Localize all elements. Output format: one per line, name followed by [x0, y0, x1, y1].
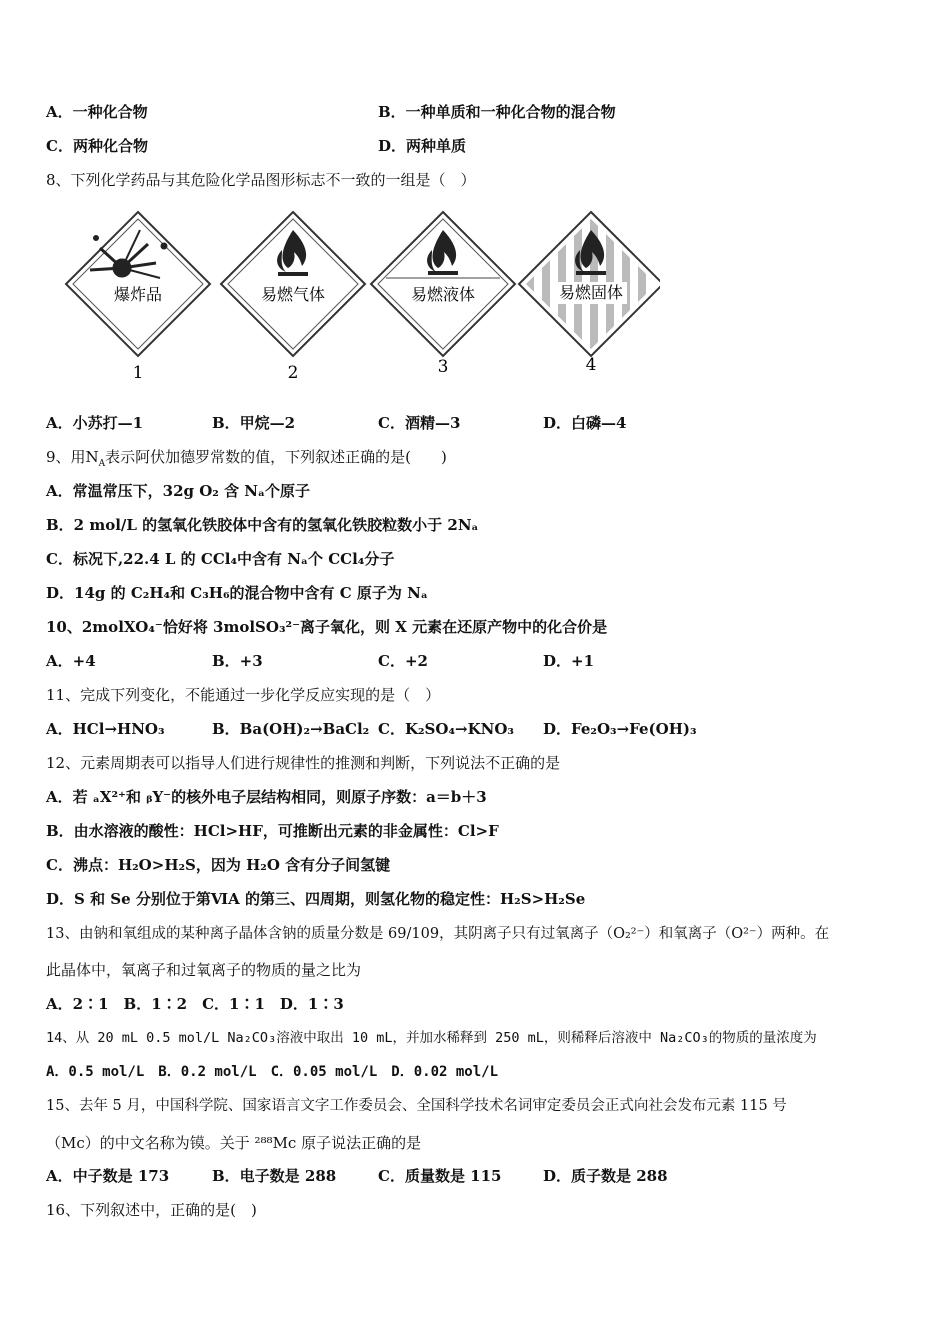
- hazard-signs-figure: [60, 208, 660, 388]
- q8-option-b: B．甲烷—2: [212, 414, 296, 432]
- q8-option-a: A．小苏打—1: [46, 414, 144, 432]
- q10-option-d: D．+1: [543, 652, 595, 670]
- q9-option-a: A．常温常压下，32g O₂ 含 Nₐ个原子: [46, 482, 311, 500]
- q15-option-a: A．中子数是 173: [46, 1167, 170, 1185]
- q12-option-b: B．由水溶液的酸性：HCl>HF，可推断出元素的非金属性：Cl>F: [46, 822, 499, 840]
- q15-stem-line1: 15、去年 5 月，中国科学院、国家语言文字工作委员会、全国科学技术名词审定委员会正式向社会发布元素 115 号: [46, 1098, 787, 1114]
- explosion-sign: [66, 212, 210, 383]
- q12-stem: 12、元素周期表可以指导人们进行规律性的推测和判断，下列说法不正确的是: [46, 754, 561, 772]
- q15-option-c: C．质量数是 115: [378, 1167, 502, 1185]
- q16-stem: 16、下列叙述中，正确的是( ): [46, 1201, 257, 1219]
- sign-4-label: 易燃固体: [558, 283, 624, 302]
- q14-stem: 14、从 20 mL 0.5 mol/L Na₂CO₃溶液中取出 10 mL，并加水稀释到 250 mL，则稀释后溶液中 Na₂CO₃的物质的量浓度为: [46, 1030, 817, 1046]
- q11-option-d: D．Fe₂O₃→Fe(OH)₃: [543, 720, 697, 738]
- q15-option-b: B．电子数是 288: [212, 1167, 337, 1185]
- q12-option-d: D．S 和 Se 分别位于第ⅥA 的第三、四周期，则氢化物的稳定性：H₂S>H₂Se: [46, 890, 586, 908]
- flammable-solid-sign: [519, 208, 660, 375]
- sign-3-label: 易燃液体: [410, 285, 476, 304]
- q11-stem: 11、完成下列变化，不能通过一步化学反应实现的是（ ）: [46, 686, 441, 704]
- sign-1-number: 1: [132, 363, 144, 383]
- q11-option-a: A．HCl→HNO₃: [46, 720, 165, 738]
- sign-3-number: 3: [437, 357, 449, 377]
- flammable-liquid-sign: [371, 212, 515, 377]
- q10-stem: 10、2molXO₄⁻恰好将 3molSO₃²⁻离子氧化，则 X 元素在还原产物中的化合价是: [46, 618, 608, 636]
- q15-option-d: D．质子数是 288: [543, 1167, 668, 1185]
- q7-option-d: D．两种单质: [378, 137, 467, 155]
- sign-4-number: 4: [585, 355, 597, 375]
- q10-option-b: B．+3: [212, 652, 263, 670]
- q9-option-d: D．14g 的 C₂H₄和 C₃H₆的混合物中含有 C 原子为 Nₐ: [46, 584, 428, 602]
- q13-options: A．2∶1 B．1∶2 C．1∶1 D．1∶3: [46, 995, 344, 1013]
- sign-2-number: 2: [287, 363, 299, 383]
- q7-option-b: B．一种单质和一种化合物的混合物: [378, 103, 616, 121]
- q8-stem: 8、下列化学药品与其危险化学品图形标志不一致的一组是（ ）: [46, 171, 476, 189]
- q9-stem: 9、用$N_A$表示阿伏加德罗常数的值，下列叙述正确的是( ): [46, 448, 447, 469]
- sign-1-label: 爆炸品: [113, 285, 163, 304]
- q12-option-c: C．沸点：H₂O>H₂S，因为 H₂O 含有分子间氢键: [46, 856, 391, 874]
- flammable-gas-sign: [221, 212, 365, 383]
- q12-option-a: A．若 ₐX²⁺和 ᵦY⁻的核外电子层结构相同，则原子序数：a＝b＋3: [46, 788, 487, 806]
- q11-option-b: B．Ba(OH)₂→BaCl₂: [212, 720, 370, 738]
- q9-option-b: B．2 mol/L 的氢氧化铁胶体中含有的氢氧化铁胶粒数小于 2Nₐ: [46, 516, 479, 534]
- q7-option-a: A．一种化合物: [46, 103, 148, 121]
- q13-stem-line1: 13、由钠和氧组成的某种离子晶体含钠的质量分数是 69/109，其阴离子只有过氧离子（O₂²⁻）和氧离子（O²⁻）两种。在: [46, 926, 830, 942]
- q14-options: A．0.5 mol/L B．0.2 mol/L C．0.05 mol/L D．0.02 mol/L: [46, 1064, 499, 1080]
- q7-option-c: C．两种化合物: [46, 137, 148, 155]
- q11-option-c: C．K₂SO₄→KNO₃: [378, 720, 514, 738]
- q15-stem-line2: （Mc）的中文名称为镆。关于 ²⁸⁸Mc 原子说法正确的是: [46, 1134, 422, 1152]
- q10-option-c: C．+2: [378, 652, 428, 670]
- q10-option-a: A．+4: [46, 652, 96, 670]
- q8-option-d: D．白磷—4: [543, 414, 627, 432]
- sign-2-label: 易燃气体: [260, 285, 326, 304]
- q13-stem-line2: 此晶体中，氧离子和过氧离子的物质的量之比为: [46, 961, 362, 979]
- q9-option-c: C．标况下,22.4 L 的 CCl₄中含有 Nₐ个 CCl₄分子: [46, 550, 395, 568]
- q8-option-c: C．酒精—3: [378, 414, 461, 432]
